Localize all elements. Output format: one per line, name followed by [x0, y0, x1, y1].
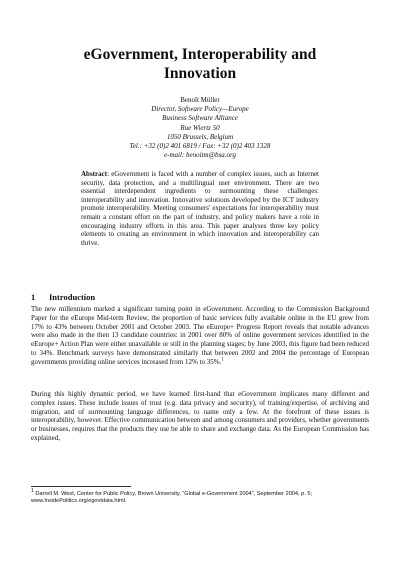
- paragraph-1-text: The new millennium marked a significant turning point in eGovernment. According to the Commission Background Paper for the eEurope Mid-term Review, the proportion of basic services fully available online in the EU grew from 17% to 43% between October 2001 and October 2003. The eEurope+ Progress Report reveals that notable advances were also made in the then 13 candidate countries: in 2001 over 80% of online government services identified in the eEurope+ Action Plan were either unavailable or still in the planning stages; by June 2003, this figure had been reduced to 34%. Benchmark surveys have demonstrated similarly that between 2002 and 2004 the percentage of European governments providing online services increased from 12% to 35%.: [31, 305, 369, 366]
- paragraph-2: During this highly dynamic period, we have learned first-hand that eGovernment implicates many different and complex issues. These include issues of trust (e.g. data privacy and security), of training/expertise, of archiving and migration, and of surmounting language differences, to name only a few. At the forefront of these issues is interoperability, however. Effective communication between and among consumers and providers, whether governments or businesses, requires that the products they use be able to share and exchange data. As the European Commission has explained,: [31, 390, 369, 442]
- footnote-text: Darrell M. West, Center for Public Policy, Brown University, “Global e-Government 2004”, September 2004, p. 5; www.InsidePolitics.org/egovtdata.html.: [31, 491, 313, 505]
- author-email: e-mail: benoitm@bsa.org: [164, 151, 236, 160]
- title-line-2: Innovation: [163, 65, 237, 82]
- author-role: Director, Software Policy—Europe: [151, 105, 249, 114]
- abstract-label: Abstract: [81, 170, 108, 178]
- author-street: Rue Wiertz 50: [180, 123, 220, 132]
- section-number: 1: [31, 292, 36, 302]
- author-block: [40, 96, 360, 160]
- paper-title: [40, 45, 360, 83]
- abstract-text: : eGovernment is faced with a number of complex issues, such as Internet security, data protection, and a multilingual user environment. There are two essential interdependent ingredients to surmounting these challenges: interoperability and innovation. Innovative solutions developed by the ICT industry promote interoperability. Meeting consumers' expectations for interoperability must remain a constant effort on the part of industry, and policy makers have a role in encouraging industry efforts in this area. This paper analyses three key policy elements to creating an environment in which innovation and interoperability can thrive.: [81, 170, 319, 247]
- paragraph-1: [31, 305, 369, 366]
- author-name: Benoît Müller: [180, 96, 220, 104]
- abstract: [81, 170, 319, 247]
- section-heading: [31, 292, 95, 302]
- title-line-1: eGovernment, Interoperability and: [83, 46, 317, 63]
- footnote-mark: 1: [31, 488, 34, 495]
- footnote-separator: [31, 486, 131, 487]
- footnote-reference: 1: [221, 357, 224, 363]
- footnote: [31, 488, 369, 505]
- author-organization: Business Software Alliance: [162, 114, 238, 123]
- section-title: Introduction: [49, 292, 96, 302]
- author-city: 1050 Brussels, Belgium: [166, 132, 234, 141]
- author-phone: Tel.: +32 (0)2 401 6819 / Fax: +32 (0)2 403 1328: [129, 142, 271, 151]
